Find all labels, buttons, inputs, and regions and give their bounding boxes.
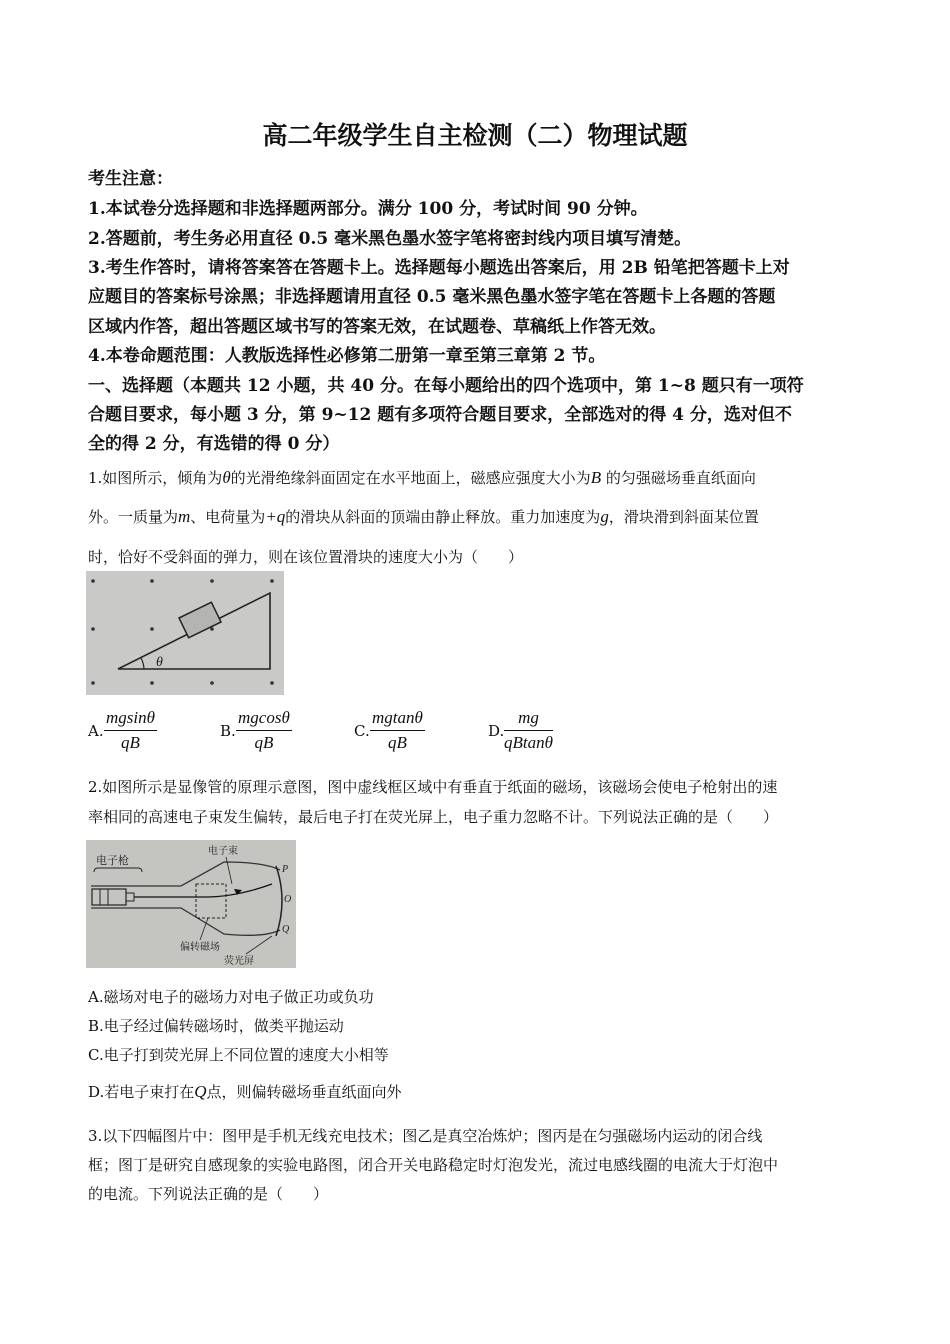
q3-text: 3.以下四幅图片中：图甲是手机无线充电技术；图乙是真空冶炼炉；图丙是在匀强磁场内运动的闭合线: [88, 1127, 763, 1145]
q1-text: 、电荷量为: [190, 508, 266, 526]
notice-item: 区域内作答，超出答题区域书写的答案无效，在试题卷、草稿纸上作答无效。: [88, 317, 666, 337]
option-a[interactable]: A.: [88, 722, 104, 740]
notice-item: 应题目的答案标号涂黑；非选择题请用直径 0.5 毫米黑色墨水签字笔在答题卡上各题的答题: [88, 287, 776, 307]
option-d[interactable]: D.: [488, 722, 505, 740]
q2-text: 2.如图所示是显像管的原理示意图，图中虚线框区域中有垂直于纸面的磁场，该磁场会使电子枪射出的速: [88, 778, 778, 796]
option-d-fraction: $\frac{mg}{qBtan\theta}$: [504, 708, 553, 752]
notice-item: 3.考生作答时，请将答案答在答题卡上。选择题每小题选出答案后，用 2B 铅笔把答题卡上对: [88, 258, 790, 278]
option-d[interactable]: [88, 1081, 402, 1102]
field-label: 偏转磁场: [180, 942, 220, 953]
notice-heading: 考生注意：: [88, 169, 173, 189]
g-symbol: g: [600, 507, 609, 526]
option-a[interactable]: A.磁场对电子的磁场力对电子做正功或负功: [88, 988, 374, 1006]
option-d-text: D.若电子束打在: [88, 1083, 195, 1101]
q1-text: 1.如图所示，倾角为: [88, 469, 223, 487]
q1-text: 外。一质量为: [88, 508, 179, 526]
q2-text: 率相同的高速电子束发生偏转，最后电子打在荧光屏上，电子重力忽略不计。下列说法正确的是（ ）: [88, 808, 779, 826]
option-c[interactable]: C.: [354, 722, 370, 740]
theta-label: θ: [156, 655, 163, 670]
incline-figure: [86, 571, 284, 695]
option-a-fraction: $\frac{mgsin\theta}{qB}$: [106, 708, 155, 752]
option-b[interactable]: B.电子经过偏转磁场时，做类平抛运动: [88, 1017, 344, 1035]
beam-label: 电子束: [208, 846, 238, 857]
q1-text: 的滑块从斜面的顶端由静止释放。重力加速度为: [285, 508, 601, 526]
screen-label: 荧光屏: [224, 956, 254, 967]
option-c-fraction: $\frac{mgtan\theta}{qB}$: [372, 708, 423, 752]
section-heading: 合题目要求，每小题 3 分，第 9~12 题有多项符合题目要求，全部选对的得 4 分，选对但不: [88, 405, 792, 425]
q3-text: 的电流。下列说法正确的是（ ）: [88, 1185, 329, 1203]
q1-text: 的匀强磁场垂直纸面向: [601, 469, 756, 487]
q3-text: 框；图丁是研究自感现象的实验电路图，闭合开关电路稳定时灯泡发光，流过电感线圈的电流大于灯泡中: [88, 1156, 779, 1174]
point-p-label: P: [282, 864, 289, 875]
option-b[interactable]: B.: [220, 722, 236, 740]
q1-text: 时，恰好不受斜面的弹力，则在该位置滑块的速度大小为（ ）: [88, 548, 524, 566]
section-heading: 一、选择题（本题共 12 小题，共 40 分。在每小题给出的四个选项中，第 1~8 题只有一项符: [88, 376, 804, 396]
gun-label: 电子枪: [96, 854, 129, 867]
m-symbol: m: [178, 507, 191, 526]
q-symbol: +q: [265, 507, 286, 526]
option-b-fraction: $\frac{mgcos\theta}{qB}$: [238, 708, 290, 752]
q1-text: ，滑块滑到斜面某位置: [608, 508, 759, 526]
notice-item: 1.本试卷分选择题和非选择题两部分。满分 100 分，考试时间 90 分钟。: [88, 199, 648, 219]
theta-symbol: θ: [222, 468, 231, 487]
point-o-label: O: [284, 894, 292, 905]
point-q-label: Q: [282, 924, 290, 935]
b-symbol: B: [590, 468, 602, 487]
option-d-text: 点，则偏转磁场垂直纸面向外: [206, 1083, 402, 1101]
page-title: 高二年级学生自主检测（二）物理试题: [262, 121, 688, 150]
notice-item: 2.答题前，考生务必用直径 0.5 毫米黑色墨水签字笔将密封线内项目填写清楚。: [88, 229, 692, 249]
notice-item: 4.本卷命题范围：人教版选择性必修第二册第一章至第三章第 2 节。: [88, 346, 606, 366]
crt-figure: [86, 840, 296, 968]
q1-text: 的光滑绝缘斜面固定在水平地面上，磁感应强度大小为: [230, 469, 591, 487]
section-heading: 全的得 2 分，有选错的得 0 分）: [88, 434, 340, 454]
q-point-symbol: Q: [194, 1082, 207, 1101]
option-c[interactable]: C.电子打到荧光屏上不同位置的速度大小相等: [88, 1046, 389, 1064]
